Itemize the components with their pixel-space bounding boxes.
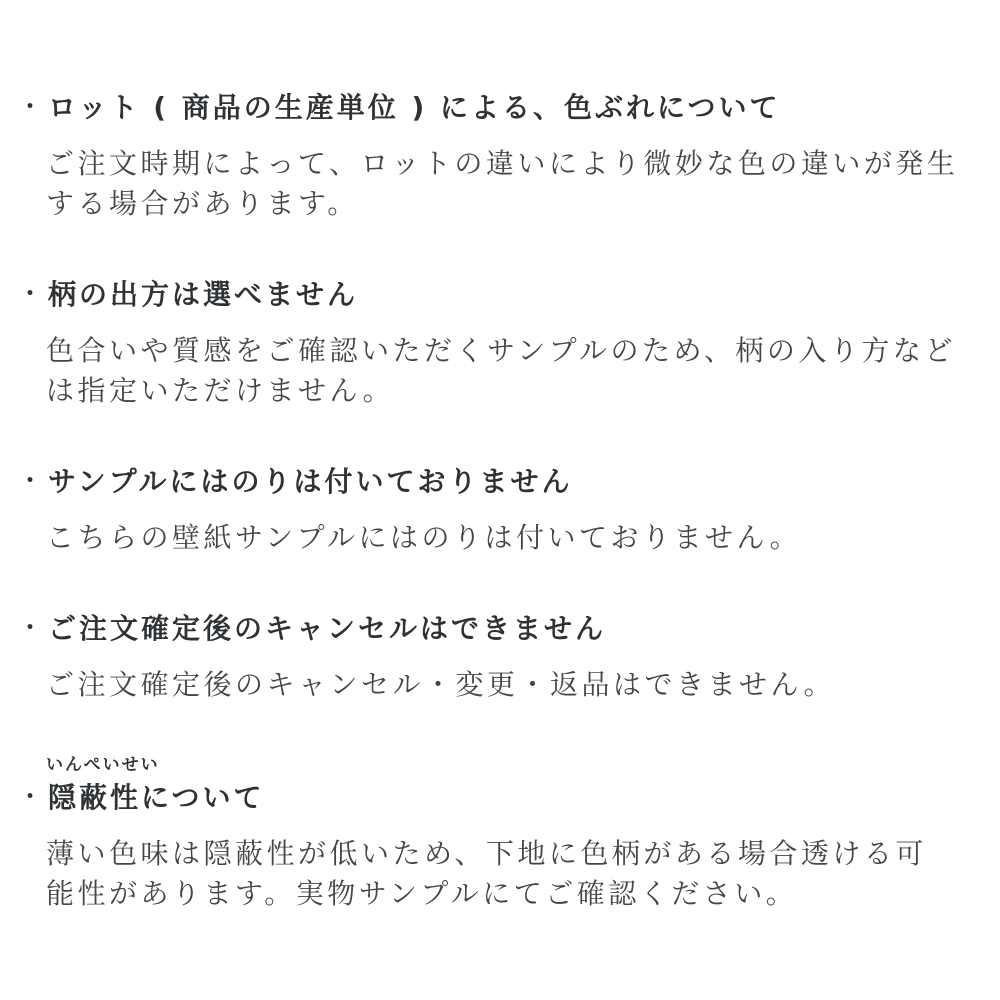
section-body (46, 331, 980, 411)
section-heading-row (19, 88, 980, 128)
section-heading: ご注文確定後のキャンセルはできません (48, 612, 607, 645)
notice-section-pattern-placement (19, 275, 980, 411)
furigana-label: いんぺいせい (46, 755, 160, 775)
section-heading-row (19, 275, 980, 315)
section-body-line: こちらの壁紙サンプルにはのりは付いておりません。 (46, 521, 802, 554)
section-heading: サンプルにはのりは付いておりません (48, 465, 573, 498)
section-heading: 隠蔽性について (48, 781, 265, 814)
section-heading-row (19, 462, 980, 502)
section-body-line: 色合いや質感をご確認いただくサンプルのため、柄の入り方など (46, 334, 956, 367)
section-body-line: ご注文確定後のキャンセル・変更・返品はできません。 (46, 668, 836, 701)
section-heading: ロット ( 商品の生産単位 ) による、色ぶれについて (48, 91, 781, 124)
notice-section-opacity (19, 755, 980, 914)
section-heading-row (19, 609, 980, 649)
section-body-line: は指定いただけません。 (46, 374, 395, 407)
section-body (46, 665, 980, 705)
notice-section-no-cancellation (19, 609, 980, 705)
section-body (46, 834, 980, 914)
section-body-line: 能性があります。実物サンプルにてご確認ください。 (46, 877, 798, 910)
section-body (46, 144, 980, 224)
bullet-icon: ・ (19, 785, 42, 810)
section-body (46, 518, 980, 558)
section-body-line: 薄い色味は隠蔽性が低いため、下地に色柄がある場合透ける可 (46, 837, 927, 870)
bullet-icon: ・ (19, 616, 42, 641)
bullet-icon: ・ (19, 95, 42, 120)
bullet-icon: ・ (19, 469, 42, 494)
bullet-icon: ・ (19, 282, 42, 307)
section-heading: 柄の出方は選べません (48, 278, 359, 311)
notice-section-lot-color-variation (19, 88, 980, 224)
section-body-line: ご注文時期によって、ロットの違いにより微妙な色の違いが発生 (46, 147, 959, 180)
section-heading-row (19, 778, 980, 818)
notice-section-no-glue (19, 462, 980, 558)
section-body-line: する場合があります。 (46, 187, 359, 220)
